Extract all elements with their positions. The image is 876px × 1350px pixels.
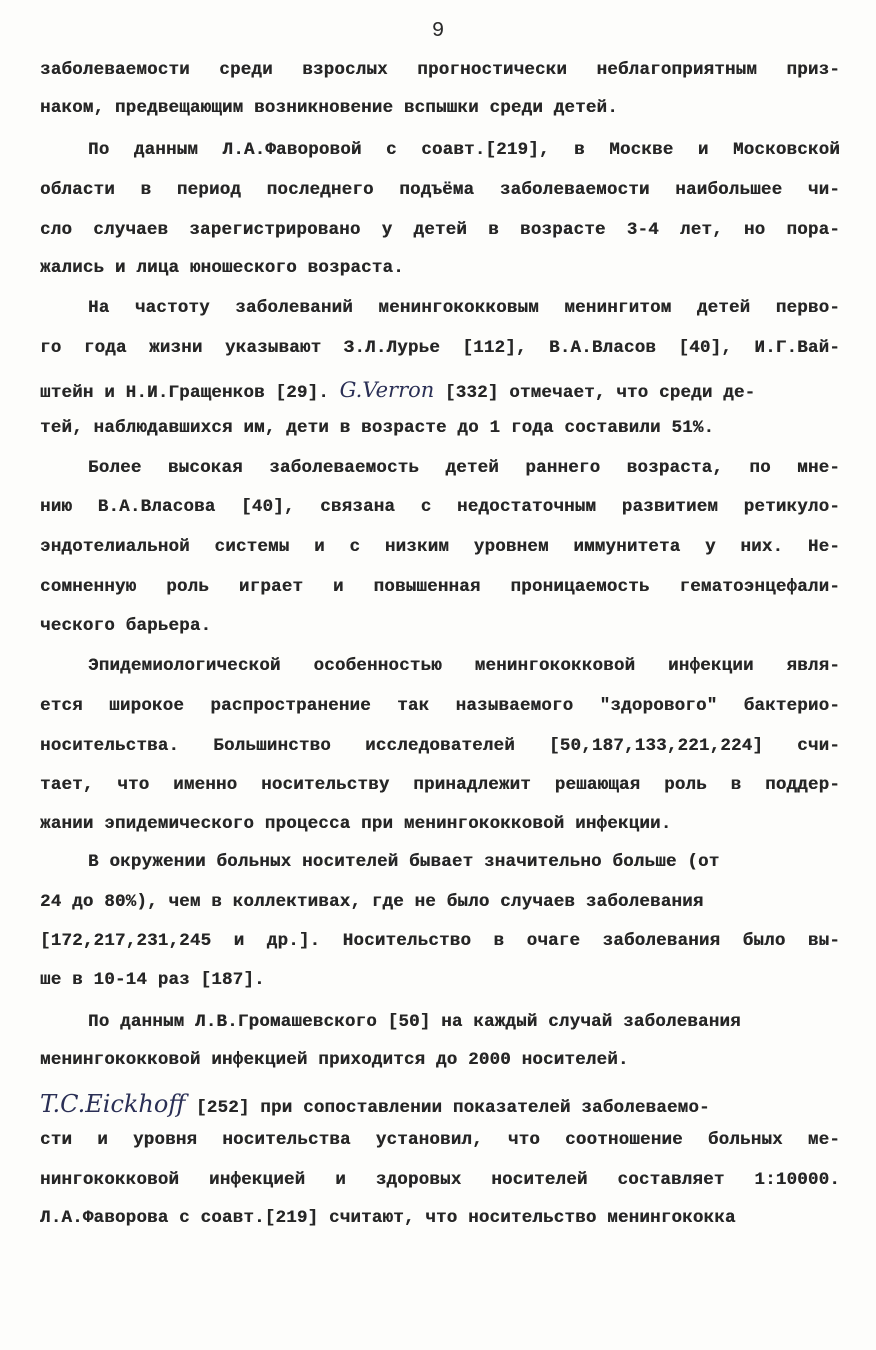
text-line-25: По данным Л.В.Громашевского [50] на каждый случай заболевания xyxy=(88,1012,741,1032)
text-line-5: сло случаев зарегистрировано у детей в возрасте 3-4 лет, но пора- xyxy=(40,220,840,240)
text-line-9-start: штейн и Н.И.Гращенков [29]. xyxy=(40,383,340,403)
text-line-8: го года жизни указывают З.Л.Лурье [112], В.А.Власов [40], И.Г.Вай- xyxy=(40,338,840,358)
text-line-2: наком, предвещающим возникновение вспышки среди детей. xyxy=(40,98,618,118)
text-line-27-end: [252] при сопоставлении показателей заболеваемо- xyxy=(185,1098,710,1118)
text-line-23: [172,217,231,245 и др.]. Носительство в очаге заболевания было вы- xyxy=(40,931,840,951)
text-line-24: ше в 10-14 раз [187]. xyxy=(40,970,265,990)
text-line-16: Эпидемиологической особенностью менингококковой инфекции явля- xyxy=(88,656,840,676)
text-line-14: сомненную роль играет и повышенная проницаемость гематоэнцефали- xyxy=(40,577,840,597)
text-line-22: 24 до 80%), чем в коллективах, где не было случаев заболевания xyxy=(40,892,704,912)
text-line-9-end: [332] отмечает, что среди де- xyxy=(434,383,756,403)
text-line-28: сти и уровня носительства установил, что соотношение больных ме- xyxy=(40,1130,840,1150)
page-number: 9 xyxy=(431,20,445,43)
text-line-12: нию В.А.Власова [40], связана с недостаточным развитием ретикуло- xyxy=(40,497,840,517)
text-line-13: эндотелиальной системы и с низким уровнем иммунитета у них. Не- xyxy=(40,537,840,557)
text-line-4: области в период последнего подъёма заболеваемости наибольшее чи- xyxy=(40,180,840,200)
text-line-20: жании эпидемического процесса при менингококковой инфекции. xyxy=(40,814,672,834)
text-line-1: заболеваемости среди взрослых прогностически неблагоприятным приз- xyxy=(40,60,840,80)
text-line-15: ческого барьера. xyxy=(40,616,212,636)
text-line-6: жались и лица юношеского возраста. xyxy=(40,258,404,278)
text-line-30: Л.А.Фаворова с соавт.[219] считают, что носительство менингококка xyxy=(40,1208,736,1228)
text-line-18: носительства. Большинство исследователей [50,187,133,221,224] счи- xyxy=(40,736,840,756)
handwritten-author-verron: G.Verron xyxy=(339,378,435,402)
text-line-26: менингококковой инфекцией приходится до 2000 носителей. xyxy=(40,1050,629,1070)
text-line-10: тей, наблюдавшихся им, дети в возрасте до 1 года составили 51%. xyxy=(40,418,715,438)
text-line-9 xyxy=(40,378,755,403)
text-line-3: По данным Л.А.Фаворовой с соавт.[219], в Москве и Московской xyxy=(88,140,840,160)
text-line-21: В окружении больных носителей бывает значительно больше (от xyxy=(88,852,720,872)
text-line-27 xyxy=(40,1090,710,1118)
text-line-11: Более высокая заболеваемость детей раннего возраста, по мне- xyxy=(88,458,840,478)
handwritten-author-eickhoff: T.C.Eickhoff xyxy=(40,1090,186,1118)
text-line-7: На частоту заболеваний менингококковым менингитом детей перво- xyxy=(88,298,840,318)
text-line-29: нингококковой инфекцией и здоровых носителей составляет 1:10000. xyxy=(40,1170,840,1190)
text-line-17: ется широкое распространение так называемого "здорового" бактерио- xyxy=(40,696,840,716)
text-line-19: тает, что именно носительству принадлежит решающая роль в поддер- xyxy=(40,775,840,795)
